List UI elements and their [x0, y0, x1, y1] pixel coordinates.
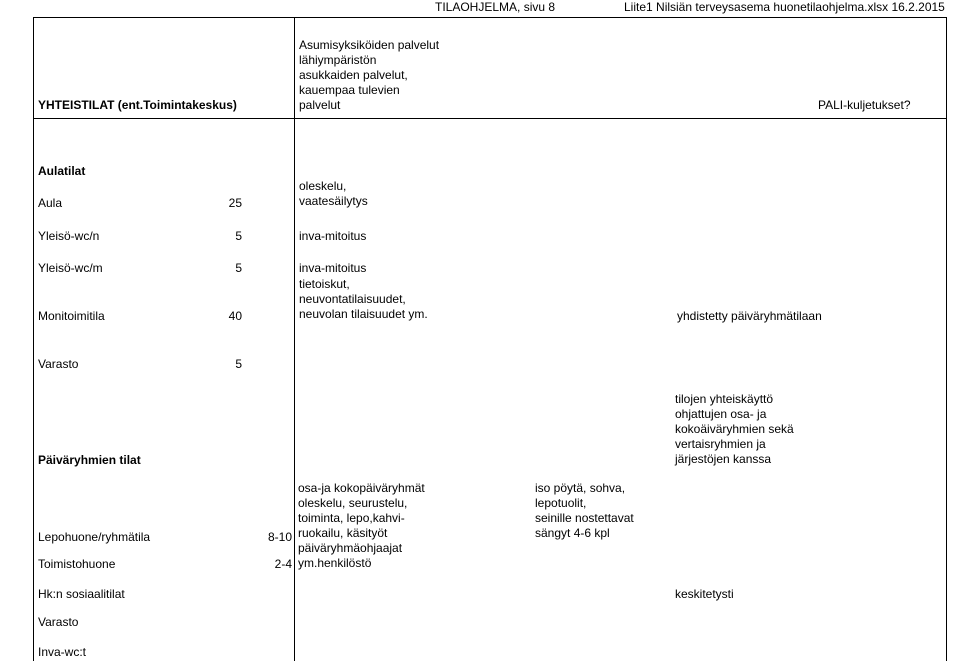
- transport-header: PALI-kuljetukset?: [818, 98, 911, 112]
- desc-line: tietoiskut,: [299, 277, 350, 291]
- header-desc-line: Asumisyksiköiden palvelut: [299, 38, 440, 52]
- paivaryhmat-note: [675, 392, 794, 467]
- page-title: TILAOHJELMA, sivu 8: [435, 0, 556, 14]
- row-varasto2-name: Varasto: [38, 615, 79, 629]
- section-title: YHTEISTILAT (ent.Toimintakeskus): [38, 98, 237, 112]
- row-invawc-name: Inva-wc:t: [38, 645, 87, 659]
- header-desc-line: lähiympäristön: [299, 53, 377, 67]
- grid-left-border: [33, 18, 34, 661]
- header-desc-line: kauempaa tulevien: [299, 83, 400, 97]
- furniture-line: seinille nostettavat: [535, 511, 634, 525]
- row-monitoimitila-size: 40: [228, 309, 242, 323]
- lepohuone-furniture: [535, 481, 634, 541]
- row-varasto1-size: 5: [235, 357, 242, 371]
- desc-line: neuvontatilaisuudet,: [299, 292, 406, 306]
- section-aulatilat: Aulatilat: [38, 164, 86, 178]
- furniture-line: lepotuolit,: [535, 496, 587, 510]
- section-paivaryhmien-tilat: Päiväryhmien tilat: [38, 453, 141, 467]
- grid-col-divider-right: [946, 18, 947, 661]
- lepohuone-desc: [298, 481, 425, 571]
- header-description: [299, 38, 439, 113]
- desc-line: vaatesäilytys: [299, 194, 368, 208]
- furniture-line: sängyt 4-6 kpl: [535, 526, 610, 540]
- header-desc-line: asukkaiden palvelut,: [299, 68, 408, 82]
- note-line: vertaisryhmien ja: [675, 437, 766, 451]
- row-aula-name: Aula: [38, 196, 63, 210]
- row-yleiso-m-desc: inva-mitoitus: [299, 261, 367, 275]
- desc-line: oleskelu, seurustelu,: [298, 496, 408, 510]
- row-monitoimitila-name: Monitoimitila: [38, 309, 105, 323]
- row-hkn-note: keskitetysti: [675, 587, 734, 601]
- row-yleiso-n-name: Yleisö-wc/n: [38, 229, 100, 243]
- note-line: järjestöjen kanssa: [675, 452, 772, 466]
- row-aula-size: 25: [228, 196, 242, 210]
- desc-line: neuvolan tilaisuudet ym.: [299, 307, 428, 321]
- furniture-line: iso pöytä, sohva,: [535, 481, 626, 495]
- row-yleiso-n-desc: inva-mitoitus: [299, 229, 367, 243]
- row-lepohuone-size: 8-10: [267, 530, 292, 544]
- note-line: kokoäiväryhmien sekä: [675, 422, 794, 436]
- note-line: tilojen yhteiskäyttö: [675, 392, 774, 406]
- row-hkn-name: Hk:n sosiaalitilat: [38, 587, 125, 601]
- grid-header-bottom: [33, 118, 947, 119]
- row-aula-desc: [299, 179, 368, 209]
- grid-top-border: [33, 17, 947, 18]
- desc-line: ym.henkilöstö: [298, 556, 372, 570]
- desc-line: päiväryhmäohjaajat: [298, 541, 403, 555]
- row-lepohuone-name: Lepohuone/ryhmätila: [38, 530, 151, 544]
- row-yleiso-n-size: 5: [235, 229, 242, 243]
- desc-line: oleskelu,: [299, 179, 347, 193]
- row-yleiso-m-size: 5: [235, 261, 242, 275]
- desc-line: toiminta, lepo,kahvi-: [298, 511, 405, 525]
- grid-col-divider-size: [294, 18, 295, 661]
- header-desc-line: palvelut: [299, 98, 341, 112]
- note-line: ohjattujen osa- ja: [675, 407, 767, 421]
- desc-line: ruokailu, käsityöt: [298, 526, 388, 540]
- row-monitoimitila-note: yhdistetty päiväryhmätilaan: [677, 309, 822, 323]
- row-toimistohuone-name: Toimistohuone: [38, 557, 116, 571]
- row-yleiso-m-name: Yleisö-wc/m: [38, 261, 103, 275]
- row-monitoimitila-desc: [299, 277, 428, 322]
- desc-line: osa-ja kokopäiväryhmät: [298, 481, 425, 495]
- row-varasto1-name: Varasto: [38, 357, 79, 371]
- row-toimistohuone-size: 2-4: [274, 557, 292, 571]
- file-reference: Liite1 Nilsiän terveysasema huonetilaohjelma.xlsx 16.2.2015: [624, 0, 945, 14]
